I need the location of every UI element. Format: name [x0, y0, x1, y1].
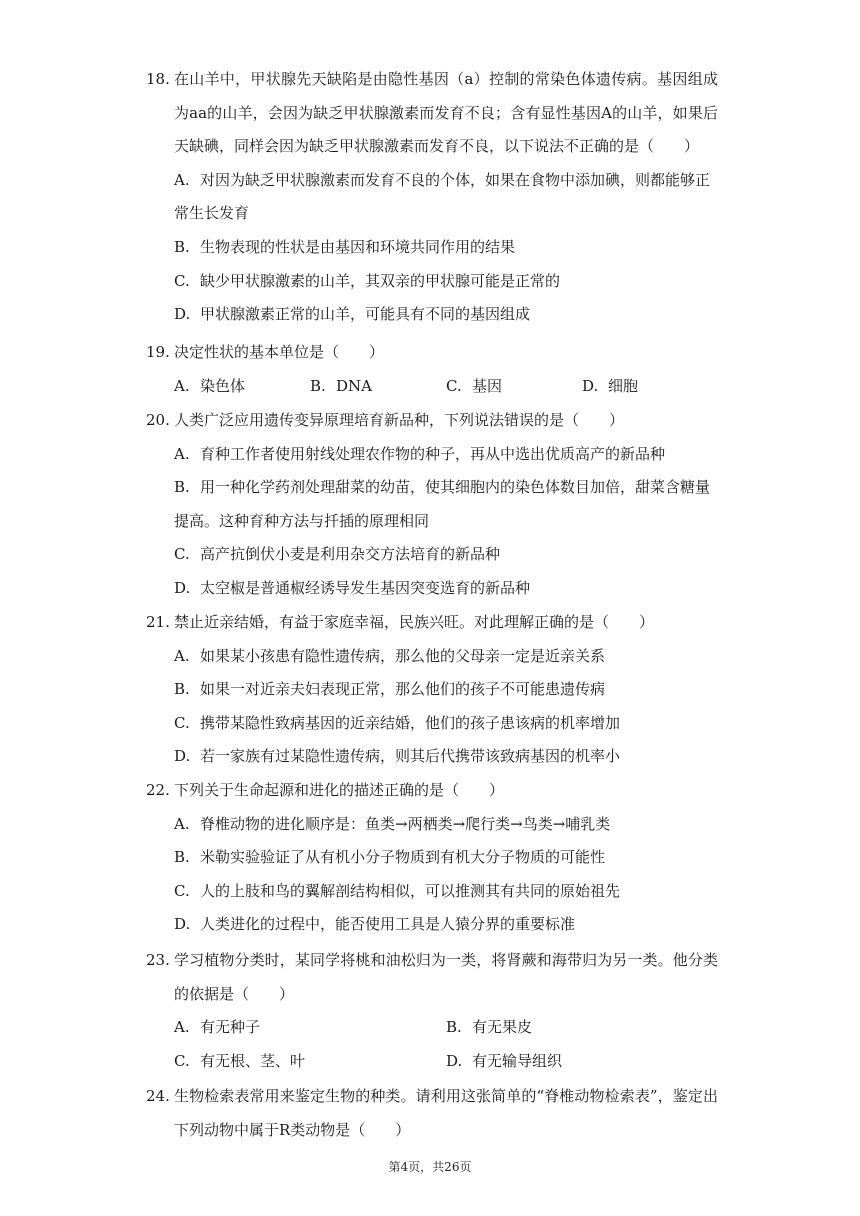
question-20	[146, 404, 718, 606]
option-letter: C.	[174, 271, 190, 290]
option-b	[174, 673, 718, 707]
question-18	[146, 63, 718, 332]
options-row	[174, 1045, 718, 1079]
option-d	[174, 740, 718, 774]
option-b	[310, 370, 446, 404]
option-a	[174, 164, 718, 231]
question-text: 决定性状的基本单位是（ ）	[174, 343, 385, 361]
question-22	[146, 774, 718, 942]
option-a	[174, 640, 718, 674]
option-letter: D.	[446, 1051, 463, 1070]
option-letter: B.	[310, 376, 326, 395]
option-letter: C.	[174, 713, 190, 732]
option-text: 有无种子	[200, 1018, 261, 1037]
option-b	[174, 471, 718, 538]
option-text: 育种工作者使用射线处理农作物的种子，再从中选出优质高产的新品种	[200, 444, 666, 463]
option-letter: D.	[582, 376, 599, 395]
question-24	[146, 1080, 718, 1147]
options	[174, 1011, 718, 1078]
option-text: 如果某小孩患有隐性遗传病，那么他的父母亲一定是近亲关系	[200, 646, 606, 665]
option-text: 基因	[472, 376, 503, 395]
option-d	[174, 908, 718, 942]
option-d	[174, 298, 718, 332]
option-b	[174, 841, 718, 875]
option-d	[446, 1045, 718, 1079]
options	[174, 808, 718, 942]
page-footer: 第4页，共26页	[388, 1160, 472, 1174]
option-text: 米勒实验验证了从有机小分子物质到有机大分子物质的可能性	[200, 848, 606, 867]
option-letter: B.	[174, 680, 190, 699]
option-text: 人类进化的过程中，能否使用工具是人猿分界的重要标准	[200, 915, 576, 934]
option-letter: A.	[174, 170, 190, 189]
option-letter: D.	[174, 747, 191, 766]
options	[174, 438, 718, 606]
question-number: 19.	[146, 343, 170, 361]
option-letter: A.	[174, 646, 190, 665]
option-letter: D.	[174, 578, 191, 597]
option-text: 高产抗倒伏小麦是利用杂交方法培育的新品种	[200, 545, 501, 564]
option-text: 携带某隐性致病基因的近亲结婚，他们的孩子患该病的机率增加	[200, 713, 621, 732]
options	[174, 370, 718, 404]
option-text: 甲状腺激素正常的山羊，可能具有不同的基因组成	[200, 305, 531, 324]
option-d	[582, 370, 718, 404]
option-c	[174, 1045, 446, 1079]
option-letter: B.	[174, 848, 190, 867]
question-text: 人类广泛应用遗传变异原理培育新品种，下列说法错误的是（ ）	[174, 411, 625, 429]
option-a	[174, 438, 718, 472]
option-a	[174, 370, 310, 404]
option-letter: A.	[174, 444, 190, 463]
option-letter: B.	[446, 1018, 462, 1037]
options	[174, 640, 718, 774]
option-letter: C.	[174, 1051, 190, 1070]
option-c	[174, 265, 718, 299]
option-text: 太空椒是普通椒经诱导发生基因突变选育的新品种	[200, 578, 531, 597]
question-number: 18.	[146, 70, 170, 88]
question-23	[146, 944, 718, 1078]
option-text: 用一种化学药剂处理甜菜的幼苗，使其细胞内的染色体数目加倍，甜菜含糖量提高。这种育种方法与扦插的原理相同	[174, 478, 711, 530]
option-letter: A.	[174, 376, 190, 395]
option-b	[446, 1011, 718, 1045]
option-c	[174, 707, 718, 741]
option-a	[174, 808, 718, 842]
option-letter: C.	[174, 881, 190, 900]
option-letter: B.	[174, 478, 190, 497]
option-d	[174, 572, 718, 606]
option-text: 缺少甲状腺激素的山羊，其双亲的甲状腺可能是正常的	[200, 271, 561, 290]
option-letter: D.	[174, 305, 191, 324]
option-text: 有无输导组织	[472, 1051, 563, 1070]
question-text: 禁止近亲结婚，有益于家庭幸福，民族兴旺。对此理解正确的是（ ）	[174, 613, 655, 631]
option-text: 生物表现的性状是由基因和环境共同作用的结果	[200, 237, 516, 256]
question-number: 21.	[146, 613, 170, 631]
question-number: 22.	[146, 781, 170, 799]
option-letter: A.	[174, 814, 190, 833]
option-letter: A.	[174, 1018, 190, 1037]
option-text: 有无果皮	[472, 1018, 533, 1037]
question-number: 20.	[146, 411, 170, 429]
option-c	[174, 875, 718, 909]
option-a	[174, 1011, 446, 1045]
option-text: 细胞	[608, 376, 639, 395]
question-text: 在山羊中，甲状腺先天缺陷是由隐性基因（a）控制的常染色体遗传病。基因组成为aa的山羊，会因为缺乏甲状腺激素而发育不良；含有显性基因A的山羊，如果后天缺碘，同样会因为缺乏甲状腺激素而发育不良，以下说法不正确的是（ ）	[174, 70, 718, 156]
option-b	[174, 231, 718, 265]
option-letter: D.	[174, 915, 191, 934]
options	[174, 164, 718, 332]
option-c	[446, 370, 582, 404]
option-text: 如果一对近亲夫妇表现正常，那么他们的孩子不可能患遗传病	[200, 680, 606, 699]
option-letter: B.	[174, 237, 190, 256]
option-text: 有无根、茎、叶	[200, 1051, 306, 1070]
option-text: 对因为缺乏甲状腺激素而发育不良的个体，如果在食物中添加碘，则都能够正常生长发育	[174, 170, 711, 223]
option-text: 人的上肢和鸟的翼解剖结构相似，可以推测其有共同的原始祖先	[200, 881, 621, 900]
question-21	[146, 606, 718, 774]
option-text: 若一家族有过某隐性遗传病，则其后代携带该致病基因的机率小	[200, 747, 621, 766]
option-text: 染色体	[200, 376, 246, 395]
option-text: DNA	[336, 376, 372, 395]
options-row	[174, 1011, 718, 1045]
option-text: 脊椎动物的进化顺序是：鱼类→两栖类→爬行类→鸟类→哺乳类	[200, 814, 611, 833]
option-c	[174, 538, 718, 572]
question-text: 下列关于生命起源和进化的描述正确的是（ ）	[174, 781, 505, 799]
option-letter: C.	[174, 545, 190, 564]
question-19	[146, 336, 718, 403]
question-number: 23.	[146, 951, 170, 969]
question-text: 学习植物分类时，某同学将桃和油松归为一类，将肾蕨和海带归为另一类。他分类的依据是（ ）	[174, 951, 718, 1003]
question-number: 24.	[146, 1087, 170, 1105]
option-letter: C.	[446, 376, 462, 395]
question-text: 生物检索表常用来鉴定生物的种类。请利用这张简单的“脊椎动物检索表”，鉴定出下列动物中属于R类动物是（ ）	[174, 1087, 718, 1139]
